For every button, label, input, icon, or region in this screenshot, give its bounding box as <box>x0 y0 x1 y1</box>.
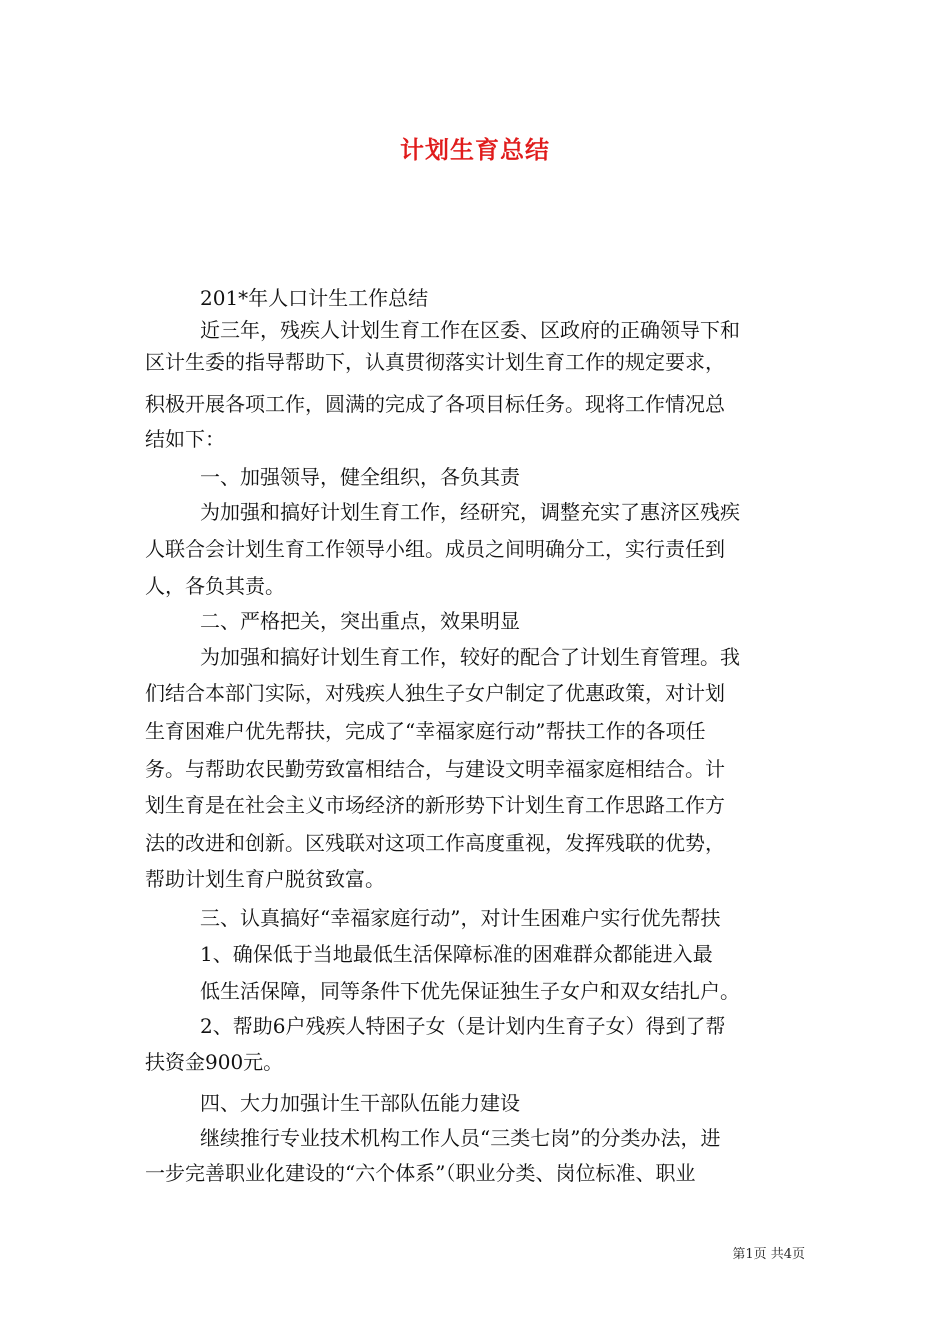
paragraph-line: 人联合会计划生育工作领导小组。成员之间明确分工，实行责任到 <box>145 537 725 561</box>
section-heading-1: 一、加强领导，健全组织，各负其责 <box>200 465 520 489</box>
paragraph-line: 低生活保障，同等条件下优先保证独生子女户和双女结扎户。 <box>200 979 740 1003</box>
paragraph-line: 继续推行专业技术机构工作人员“三类七岗”的分类办法，进 <box>200 1126 721 1150</box>
paragraph-line: 们结合本部门实际，对残疾人独生子女户制定了优惠政策，对计划 <box>145 681 725 705</box>
page-number: 第1页 共4页 <box>732 1247 805 1262</box>
document-title: 计划生育总结 <box>400 135 550 164</box>
paragraph-line: 务。与帮助农民勤劳致富相结合，与建设文明幸福家庭相结合。计 <box>145 757 725 781</box>
paragraph-line: 2、帮助6户残疾人特困子女（是计划内生育子女）得到了帮 <box>200 1014 726 1038</box>
paragraph-line: 1、确保低于当地最低生活保障标准的困难群众都能进入最 <box>200 942 713 966</box>
paragraph-line: 人，各负其责。 <box>145 574 285 598</box>
paragraph-line: 积极开展各项工作，圆满的完成了各项目标任务。现将工作情况总 <box>145 392 725 416</box>
paragraph-line: 划生育是在社会主义市场经济的新形势下计划生育工作思路工作方 <box>145 793 725 817</box>
paragraph-line: 近三年，残疾人计划生育工作在区委、区政府的正确领导下和 <box>200 318 740 342</box>
section-heading-4: 四、大力加强计生干部队伍能力建设 <box>200 1091 520 1115</box>
paragraph-line: 帮助计划生育户脱贫致富。 <box>145 867 385 891</box>
subtitle-line: 201*年人口计生工作总结 <box>200 286 429 310</box>
paragraph-line: 结如下： <box>145 427 225 451</box>
paragraph-line: 扶资金900元。 <box>145 1050 284 1074</box>
paragraph-line: 区计生委的指导帮助下，认真贯彻落实计划生育工作的规定要求， <box>145 350 725 374</box>
paragraph-line: 生育困难户优先帮扶，完成了“幸福家庭行动”帮扶工作的各项任 <box>145 719 706 743</box>
paragraph-line: 一步完善职业化建设的“六个体系”（职业分类、岗位标准、职业 <box>145 1161 696 1185</box>
paragraph-line: 为加强和搞好计划生育工作，较好的配合了计划生育管理。我 <box>200 645 740 669</box>
section-heading-3: 三、认真搞好“幸福家庭行动”，对计生困难户实行优先帮扶 <box>200 906 721 930</box>
paragraph-line: 法的改进和创新。区残联对这项工作高度重视，发挥残联的优势， <box>145 831 725 855</box>
section-heading-2: 二、严格把关，突出重点，效果明显 <box>200 609 520 633</box>
paragraph-line: 为加强和搞好计划生育工作，经研究，调整充实了惠济区残疾 <box>200 500 740 524</box>
